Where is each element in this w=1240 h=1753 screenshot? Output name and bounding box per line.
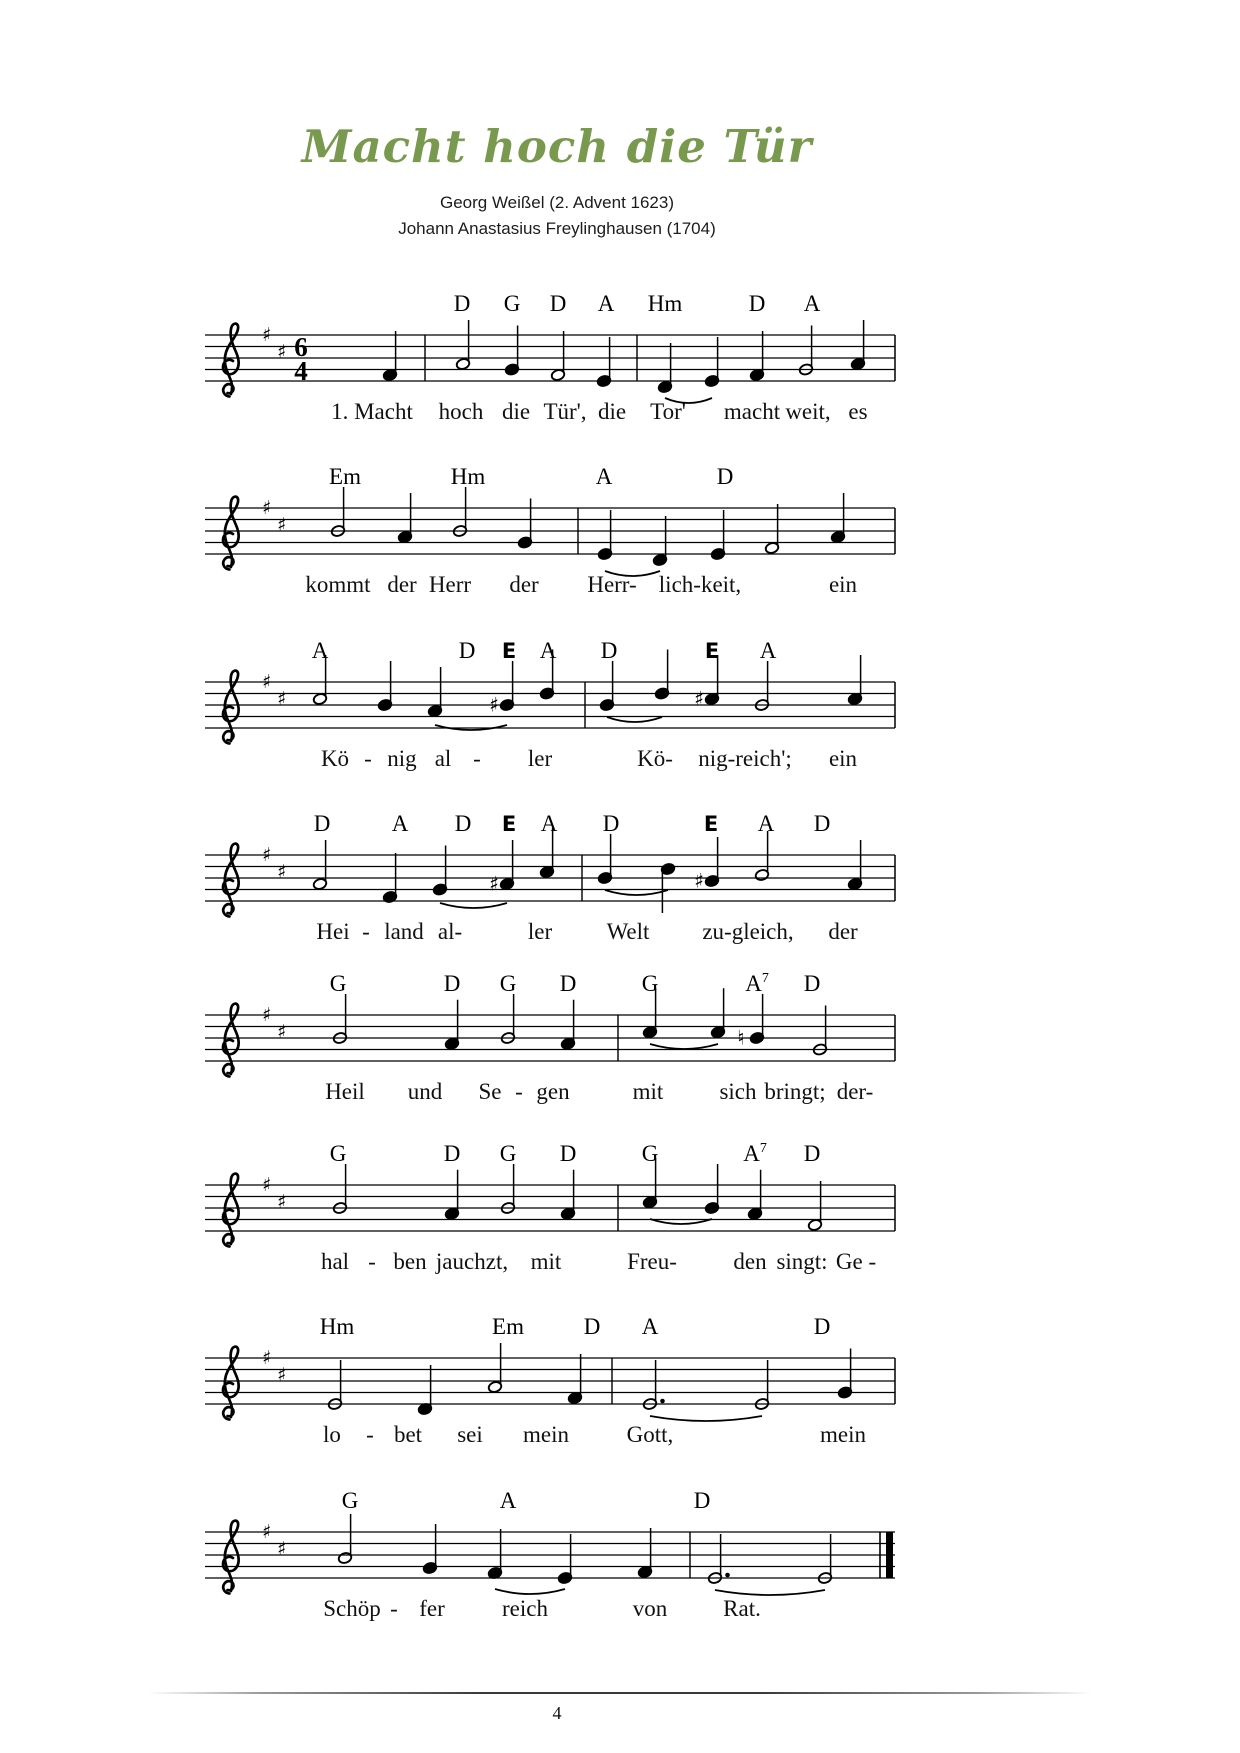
lyric-syllable: - [362, 919, 370, 944]
lyric-syllable: Heil [325, 1079, 365, 1104]
lyric-syllable: der- [836, 1079, 874, 1104]
lyric-syllable: land [384, 919, 424, 944]
lyric-syllable: nig [387, 746, 417, 771]
lyric-syllable: lo [323, 1422, 341, 1447]
key-signature-sharp: ♯ [262, 497, 272, 519]
lyric-syllable: nig-reich'; [698, 746, 792, 771]
lyric-syllable: ler [527, 919, 553, 944]
chord-label: A [391, 811, 409, 836]
lyric-syllable: al [434, 746, 452, 771]
lyric-syllable: sich [719, 1079, 757, 1104]
lyric-syllable: sei [457, 1422, 483, 1447]
key-signature-sharp: ♯ [262, 1347, 272, 1369]
chord-label: Em [492, 1314, 524, 1339]
key-signature-sharp: ♯ [277, 688, 287, 710]
chord-label: D [559, 1141, 577, 1166]
key-signature-sharp: ♯ [277, 514, 287, 536]
time-signature-upper: 6 [294, 332, 308, 362]
lyric-syllable: Ge - [835, 1249, 877, 1274]
lyric-syllable: ben [393, 1249, 427, 1274]
key-signature-sharp: ♯ [277, 1538, 287, 1560]
lyric-syllable: Hei [316, 919, 350, 944]
chord-label: Hm [647, 291, 683, 316]
lyric-syllable: Herr- [587, 572, 637, 597]
chord-label: Em [329, 464, 361, 489]
chord-label: D [313, 811, 331, 836]
lyric-syllable: es [848, 399, 868, 424]
lyric-syllable: der [509, 572, 539, 597]
chord-label: G [341, 1488, 359, 1513]
attribution-author: Georg Weißel (2. Advent 1623) [439, 193, 675, 212]
lyric-syllable: bet [393, 1422, 423, 1447]
lyric-syllable: - [366, 1422, 374, 1447]
chord-label: G [329, 971, 347, 996]
lyric-syllable: - [390, 1596, 398, 1621]
chord-label: A [757, 811, 775, 836]
lyric-syllable: der [387, 572, 417, 597]
chord-label: A [499, 1488, 517, 1513]
chord-label: D [803, 971, 821, 996]
lyric-syllable: den [733, 1249, 767, 1274]
lyric-syllable: singt: [776, 1249, 828, 1274]
lyric-syllable: Tor' [650, 399, 686, 424]
chord-label: A [641, 1314, 659, 1339]
lyric-syllable: die [597, 399, 627, 424]
attribution-composer: Johann Anastasius Freylinghausen (1704) [398, 219, 716, 238]
chord-label: D [559, 971, 577, 996]
chord-label: D [583, 1314, 601, 1339]
chord-label: D [716, 464, 734, 489]
chord-label: D [813, 811, 831, 836]
chord-label: E [704, 639, 720, 663]
chord-label: D [693, 1488, 711, 1513]
chord-label: D [454, 811, 472, 836]
key-signature-sharp: ♯ [277, 341, 287, 363]
accidental: ♯ [489, 692, 499, 717]
lyric-syllable: Rat. [723, 1596, 761, 1621]
lyric-syllable: jauchzt, [435, 1249, 509, 1274]
chord-label: D [443, 971, 461, 996]
page-number: 4 [552, 1703, 562, 1723]
chord-label: E [703, 812, 719, 836]
lyric-syllable: und [407, 1079, 443, 1104]
key-signature-sharp: ♯ [277, 1364, 287, 1386]
chord-label: E [501, 812, 517, 836]
chord-label: G [329, 1141, 347, 1166]
lyric-syllable: - [515, 1079, 523, 1104]
chord-label: A [803, 291, 821, 316]
lyric-syllable: Welt [606, 919, 650, 944]
lyric-syllable: Tür', [543, 399, 587, 424]
key-signature-sharp: ♯ [262, 844, 272, 866]
lyric-syllable: Kö [320, 746, 350, 771]
key-signature-sharp: ♯ [262, 671, 272, 693]
augmentation-dot [725, 1573, 730, 1578]
lyric-syllable: zu-gleich, [702, 919, 794, 944]
lyric-syllable: Se [478, 1079, 502, 1104]
lyric-syllable: gen [536, 1079, 570, 1104]
slur [607, 717, 662, 722]
chord-label: G [503, 291, 521, 316]
lyric-syllable: ler [527, 746, 553, 771]
lyric-syllable: 1. Macht [331, 399, 413, 424]
chord-label: Hm [450, 464, 486, 489]
lyric-syllable: Herr [428, 572, 472, 597]
lyric-syllable: hal [320, 1249, 350, 1274]
final-barline-thick [886, 1532, 893, 1578]
chord-label: D [602, 811, 620, 836]
chord-label: $A^7$ [745, 971, 769, 996]
chord-label: G [499, 971, 517, 996]
slur [650, 1416, 762, 1421]
lyric-syllable: mit [632, 1079, 664, 1104]
key-signature-sharp: ♯ [262, 1521, 272, 1543]
lyric-syllable: von [632, 1596, 668, 1621]
lyric-syllable: kommt [305, 572, 371, 597]
chord-label: D [549, 291, 567, 316]
chord-label: D [803, 1141, 821, 1166]
chord-label: A [540, 811, 558, 836]
lyric-syllable: bringt; [764, 1079, 826, 1104]
chord-label: A [595, 464, 613, 489]
key-signature-sharp: ♯ [262, 324, 272, 346]
lyric-syllable: ein [828, 572, 858, 597]
lyric-syllable: macht [723, 399, 781, 424]
key-signature-sharp: ♯ [277, 861, 287, 883]
chord-label: D [600, 638, 618, 663]
key-signature-sharp: ♯ [262, 1174, 272, 1196]
lyric-syllable: fer [419, 1596, 445, 1621]
chord-label: D [748, 291, 766, 316]
slur [605, 890, 668, 895]
slur [715, 1590, 825, 1595]
lyric-syllable: ein [828, 746, 858, 771]
chord-label: A [311, 638, 329, 663]
lyric-syllable: al- [437, 919, 463, 944]
time-signature-lower: 4 [294, 356, 308, 386]
key-signature-sharp: ♯ [262, 1004, 272, 1026]
lyric-syllable: reich [502, 1596, 548, 1621]
chord-label: A [597, 291, 615, 316]
key-signature-sharp: ♯ [277, 1191, 287, 1213]
chord-label: D [813, 1314, 831, 1339]
augmentation-dot [660, 1399, 665, 1404]
footer-divider [148, 1692, 1092, 1694]
lyric-syllable: - [368, 1249, 376, 1274]
chord-label: E [501, 639, 517, 663]
lyric-syllable: mein [820, 1422, 866, 1447]
lyric-syllable: mit [530, 1249, 562, 1274]
chord-label: Hm [319, 1314, 355, 1339]
chord-label: D [443, 1141, 461, 1166]
lyric-syllable: - [364, 746, 372, 771]
slur [650, 1044, 718, 1049]
chord-label: A [539, 638, 557, 663]
chord-label: D [458, 638, 476, 663]
key-signature-sharp: ♯ [277, 1021, 287, 1043]
accidental: ♯ [489, 871, 499, 896]
lyric-syllable: Schöp [323, 1596, 381, 1621]
chord-label: G [641, 971, 659, 996]
chord-label: G [641, 1141, 659, 1166]
page-title: Macht hoch die Tür [301, 120, 813, 173]
lyric-syllable: Kö- [637, 746, 673, 771]
lyric-syllable: der [828, 919, 858, 944]
lyric-syllable: Freu- [627, 1249, 677, 1274]
lyric-syllable: Gott, [626, 1422, 674, 1447]
chord-label: $A^7$ [743, 1141, 767, 1166]
slur [495, 1589, 565, 1594]
accidental: ♯ [694, 686, 704, 711]
chord-label: G [499, 1141, 517, 1166]
lyric-syllable: mein [523, 1422, 569, 1447]
lyric-syllable: weit, [785, 399, 831, 424]
lyric-syllable: hoch [438, 399, 484, 424]
accidental: ♮ [737, 1025, 745, 1050]
slur [440, 903, 507, 908]
lyric-syllable: - [473, 746, 481, 771]
chord-label: D [453, 291, 471, 316]
lyric-syllable: lich-keit, [658, 572, 742, 597]
chord-label: A [759, 638, 777, 663]
accidental: ♯ [694, 868, 704, 893]
lyric-syllable: die [501, 399, 531, 424]
